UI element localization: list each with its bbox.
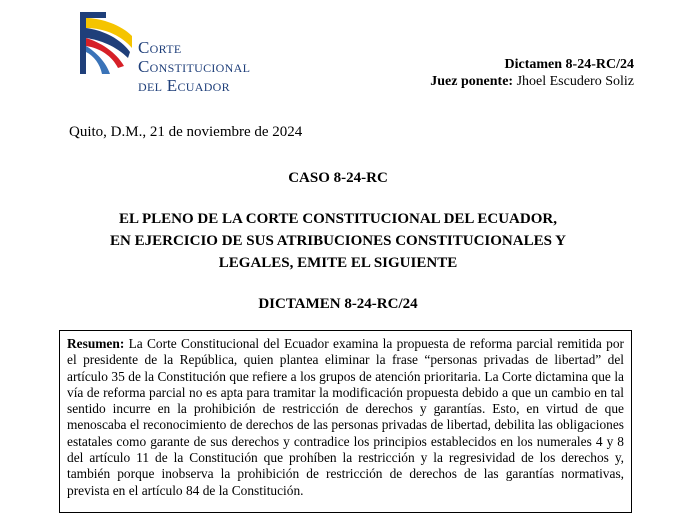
dictamen-number: Dictamen 8-24-RC/24 <box>504 57 634 72</box>
summary-box <box>59 330 632 513</box>
document-meta <box>430 56 634 90</box>
judge-name: Jhoel Escudero Soliz <box>516 74 634 89</box>
summary-label: Resumen: <box>67 336 125 351</box>
pleno-heading <box>0 208 676 274</box>
pleno-line-3: LEGALES, EMITE EL SIGUIENTE <box>218 255 458 271</box>
pleno-line-1: EL PLENO DE LA CORTE CONSTITUCIONAL DEL ECUADOR, <box>119 211 557 227</box>
logo-line-2: Constitucional <box>138 57 251 76</box>
court-name <box>138 38 250 95</box>
summary-text: La Corte Constitucional del Ecuador examina la propuesta de reforma parcial remitida por el presidente de la República, quien plantea eliminar la frase “personas privadas de libertad” del artículo 35 de la Constitución que refiere a los grupos de atención prioritaria. La Corte dictamina que la vía de reforma parcial no es apta para tramitar la modificación propuesta debido a que un cambio en tal sentido incurre en la prohibición de restricción de derechos y garantías. Esto, en virtud de que menoscaba el reconocimiento de derechos de las personas privadas de libertad, debilita las obligaciones estatales como garante de sus derechos y contradice los principios establecidos en los numerales 4 y 8 del artículo 11 de la Constitución que prohíben la restricción y la regresividad de los derechos y, también porque inobserva la prohibición de restricción de derechos de las garantías normativas, prevista en el artículo 84 de la Constitución. <box>67 336 624 498</box>
court-logo <box>72 8 302 103</box>
judge-label: Juez ponente: <box>430 74 514 89</box>
dictamen-title: DICTAMEN 8-24-RC/24 <box>258 296 418 312</box>
case-title: CASO 8-24-RC <box>288 170 388 186</box>
court-emblem-icon <box>72 8 136 80</box>
logo-line-3: del Ecuador <box>138 76 230 95</box>
judge-line <box>430 73 634 90</box>
logo-line-1: Corte <box>138 38 182 57</box>
document-date: Quito, D.M., 21 de noviembre de 2024 <box>69 124 303 140</box>
pleno-line-2: EN EJERCICIO DE SUS ATRIBUCIONES CONSTITUCIONALES Y <box>110 233 566 249</box>
